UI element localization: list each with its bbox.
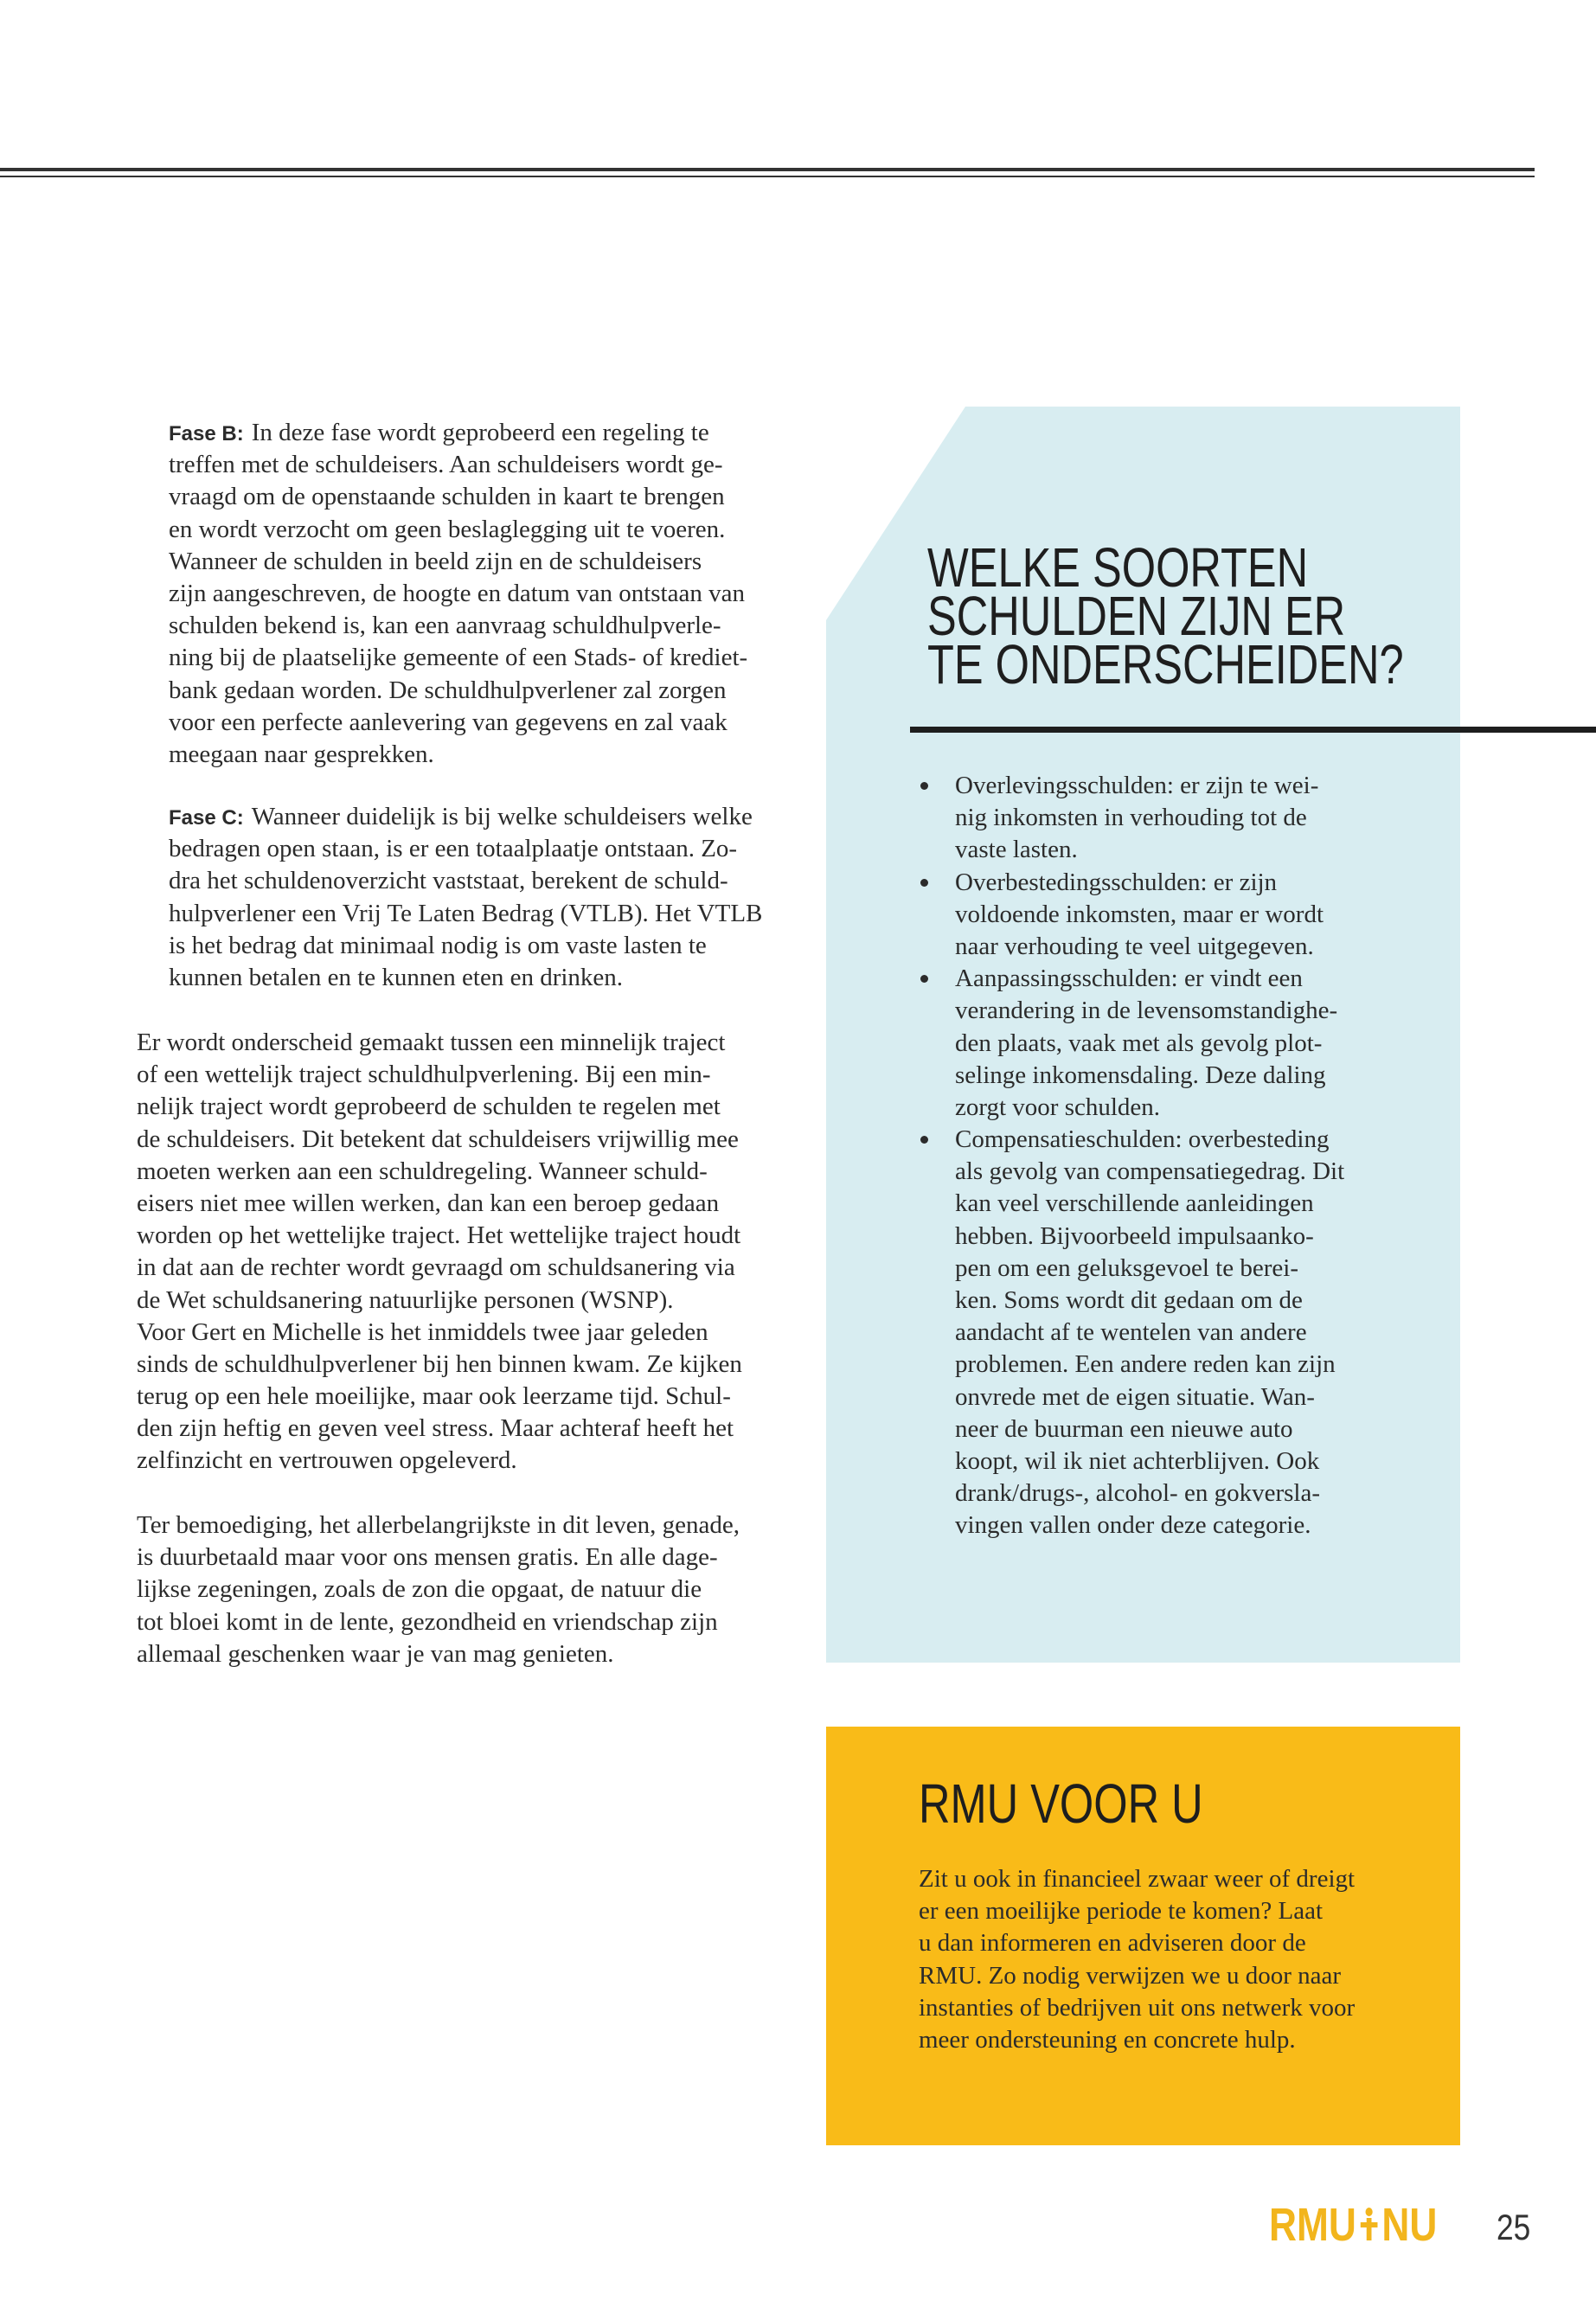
paragraph-line: en wordt verzocht om geen beslaglegging uit te voeren. — [169, 515, 726, 543]
sidebar-heading-line: SCHULDEN ZIJN ER — [927, 585, 1346, 647]
list-item-line: drank/drugs-, alcohol- en gokversla- — [955, 1479, 1320, 1508]
paragraph-line: Ter bemoediging, het allerbelangrijkste in dit leven, genade, — [137, 1511, 740, 1539]
paragraph-line: zelfinzicht en vertrouwen opgeleverd. — [137, 1446, 517, 1475]
paragraph-line: meegaan naar gesprekken. — [169, 740, 434, 768]
fase-c-paragraph — [169, 801, 762, 994]
paragraph-line: lijkse zegeningen, zoals de zon die opgaat, de natuur die — [137, 1575, 702, 1604]
list-item-line: Overbestedingsschulden: er zijn — [955, 868, 1278, 896]
fase-b-paragraph — [169, 417, 747, 771]
list-item-line: nig inkomsten in verhouding tot de — [955, 804, 1307, 832]
list-item-line: selinge inkomensdaling. Deze daling — [955, 1061, 1326, 1089]
paragraph-line: voor een perfecte aanlevering van gegevens en zal vaak — [169, 708, 727, 736]
paragraph-line-text: In deze fase wordt geprobeerd een regeling te — [251, 419, 709, 446]
callout-line: u dan informeren en adviseren door de — [919, 1929, 1306, 1958]
paragraph-line: Voor Gert en Michelle is het inmiddels twee jaar geleden — [137, 1317, 708, 1346]
paragraph-line: is het bedrag dat minimaal nodig is om vaste lasten te — [169, 931, 707, 959]
callout-line: Zit u ook in financieel zwaar weer of dreigt — [919, 1865, 1356, 1893]
paragraph-line: bank gedaan worden. De schuldhulpverlener zal zorgen — [169, 676, 727, 704]
callout-text — [919, 1863, 1355, 2056]
callout-line: instanties of bedrijven uit ons netwerk voor — [919, 1993, 1356, 2022]
fase-b-label: Fase B: — [169, 422, 244, 445]
page-number: 25 — [1497, 2207, 1531, 2247]
list-item — [955, 867, 1344, 964]
list-item — [955, 1124, 1344, 1541]
paragraph-line: Wanneer de schulden in beeld zijn en de schuldeisers — [169, 547, 702, 575]
list-item-line: Overlevingsschulden: er zijn te wei- — [955, 772, 1319, 799]
list-item-line: vingen vallen onder deze categorie. — [955, 1511, 1311, 1540]
bullet-icon — [920, 879, 928, 887]
callout-line: er een moeilijke periode te komen? Laat — [919, 1897, 1324, 1926]
paragraph-line: den zijn heftig en geven veel stress. Maar achteraf heeft het — [137, 1414, 734, 1443]
top-rule-thick — [0, 168, 1535, 171]
list-item-line: den plaats, vaak met als gevolg plot- — [955, 1029, 1323, 1057]
paragraph-line: dra het schuldenoverzicht vaststaat, berekent de schuld- — [169, 867, 728, 895]
paragraph-line: Er wordt onderscheid gemaakt tussen een minnelijk traject — [137, 1029, 726, 1056]
list-item-line: pen om een geluksgevoel te berei- — [955, 1253, 1298, 1282]
paragraph-line: nelijk traject wordt geprobeerd de schulden te regelen met — [137, 1093, 721, 1121]
paragraph-line: in dat aan de rechter wordt gevraagd om schuldsanering via — [137, 1253, 735, 1282]
sprout-cross-icon — [1357, 2207, 1381, 2240]
list-item-line: Compensatieschulden: overbesteding — [955, 1125, 1330, 1154]
paragraph-line: tot bloei komt in de lente, gezondheid en vriendschap zijn — [137, 1607, 718, 1636]
top-rule-thin — [0, 176, 1535, 177]
paragraph-line: de Wet schuldsanering natuurlijke personen (WSNP). — [137, 1285, 674, 1314]
list-item-line: onvrede met de eigen situatie. Wan- — [955, 1382, 1315, 1411]
paragraph-line: sinds de schuldhulpverlener bij hen binnen kwam. Ze kijken — [137, 1349, 742, 1378]
paragraph-line: zijn aangeschreven, de hoogte en datum van ontstaan van — [169, 579, 745, 607]
list-item-line: koopt, wil ik niet achterblijven. Ook — [955, 1446, 1320, 1475]
paragraph-line: is duurbetaald maar voor ons mensen gratis. En alle dage- — [137, 1543, 718, 1572]
paragraph-line: hulpverlener een Vrij Te Laten Bedrag (VTLB). Het VTLB — [169, 899, 763, 927]
list-item-line: verandering in de levensomstandighe- — [955, 997, 1338, 1025]
sidebar-heading — [927, 536, 1404, 695]
body-paragraph-encouragement — [137, 1509, 740, 1670]
paragraph-line: bedragen open staan, is er een totaalplaatje ontstaan. Zo- — [169, 835, 738, 863]
paragraph-line: treffen met de schuldeisers. Aan schuldeisers wordt ge- — [169, 451, 723, 479]
list-item-line: voldoende inkomsten, maar er wordt — [955, 900, 1324, 928]
paragraph-line: moeten werken aan een schuldregeling. Wanneer schuld- — [137, 1157, 708, 1185]
paragraph-line: allemaal geschenken waar je van mag genieten. — [137, 1639, 614, 1668]
list-item-line: hebben. Bijvoorbeeld impulsaanko- — [955, 1221, 1314, 1250]
logo-text-left: RMU — [1269, 2199, 1356, 2251]
list-item — [955, 963, 1344, 1124]
bullet-icon — [920, 782, 928, 790]
rmu-nu-logo — [1269, 2199, 1438, 2251]
list-item-line: aandacht af te wentelen van andere — [955, 1318, 1307, 1347]
sidebar-heading-line: TE ONDERSCHEIDEN? — [927, 633, 1404, 695]
paragraph-line: terug op een hele moeilijke, maar ook leerzame tijd. Schul- — [137, 1382, 731, 1411]
paragraph-line-text: Wanneer duidelijk is bij welke schuldeisers welke — [251, 803, 753, 830]
list-item-line: problemen. Een andere reden kan zijn — [955, 1350, 1336, 1379]
list-item-line: naar verhouding te veel uitgegeven. — [955, 932, 1314, 960]
paragraph-line: eisers niet mee willen werken, dan kan een beroep gedaan — [137, 1189, 720, 1217]
logo-text-right: NU — [1381, 2199, 1438, 2251]
paragraph-line: de schuldeisers. Dit betekent dat schuldeisers vrijwillig mee — [137, 1125, 739, 1153]
sidebar-heading-line: WELKE SOORTEN — [927, 536, 1309, 599]
paragraph-line: vraagd om de openstaande schulden in kaart te brengen — [169, 483, 725, 511]
fase-c-label: Fase C: — [169, 806, 244, 830]
paragraph-line: ning bij de plaatselijke gemeente of een Stads- of krediet- — [169, 644, 748, 672]
list-item-line: Aanpassingsschulden: er vindt een — [955, 965, 1303, 993]
list-item-line: kan veel verschillende aanleidingen — [955, 1189, 1314, 1218]
paragraph-line: schulden bekend is, kan een aanvraag schuldhulpverle- — [169, 612, 721, 640]
list-item-line: zorgt voor schulden. — [955, 1093, 1161, 1121]
paragraph-line — [169, 801, 762, 833]
callout-line: RMU. Zo nodig verwijzen we u door naar — [919, 1961, 1342, 1990]
list-item-line: vaste lasten. — [955, 836, 1078, 864]
sidebar-divider-bar — [910, 727, 1596, 733]
callout-line: meer ondersteuning en concrete hulp. — [919, 2025, 1296, 2054]
list-item-line: ken. Soms wordt dit gedaan om de — [955, 1286, 1303, 1314]
paragraph-line: of een wettelijk traject schuldhulpverlening. Bij een min- — [137, 1061, 711, 1089]
list-item — [955, 770, 1344, 867]
paragraph-line: worden op het wettelijke traject. Het wettelijke traject houdt — [137, 1221, 741, 1250]
body-paragraph-trajects — [137, 1027, 742, 1477]
list-item-line: als gevolg van compensatiegedrag. Dit — [955, 1157, 1345, 1186]
paragraph-line: kunnen betalen en te kunnen eten en drinken. — [169, 963, 624, 991]
callout-heading: RMU VOOR U — [919, 1772, 1203, 1835]
debt-types-list — [955, 770, 1344, 1542]
bullet-icon — [920, 1136, 928, 1144]
list-item-line: neer de buurman een nieuwe auto — [955, 1414, 1293, 1443]
paragraph-line — [169, 417, 747, 449]
